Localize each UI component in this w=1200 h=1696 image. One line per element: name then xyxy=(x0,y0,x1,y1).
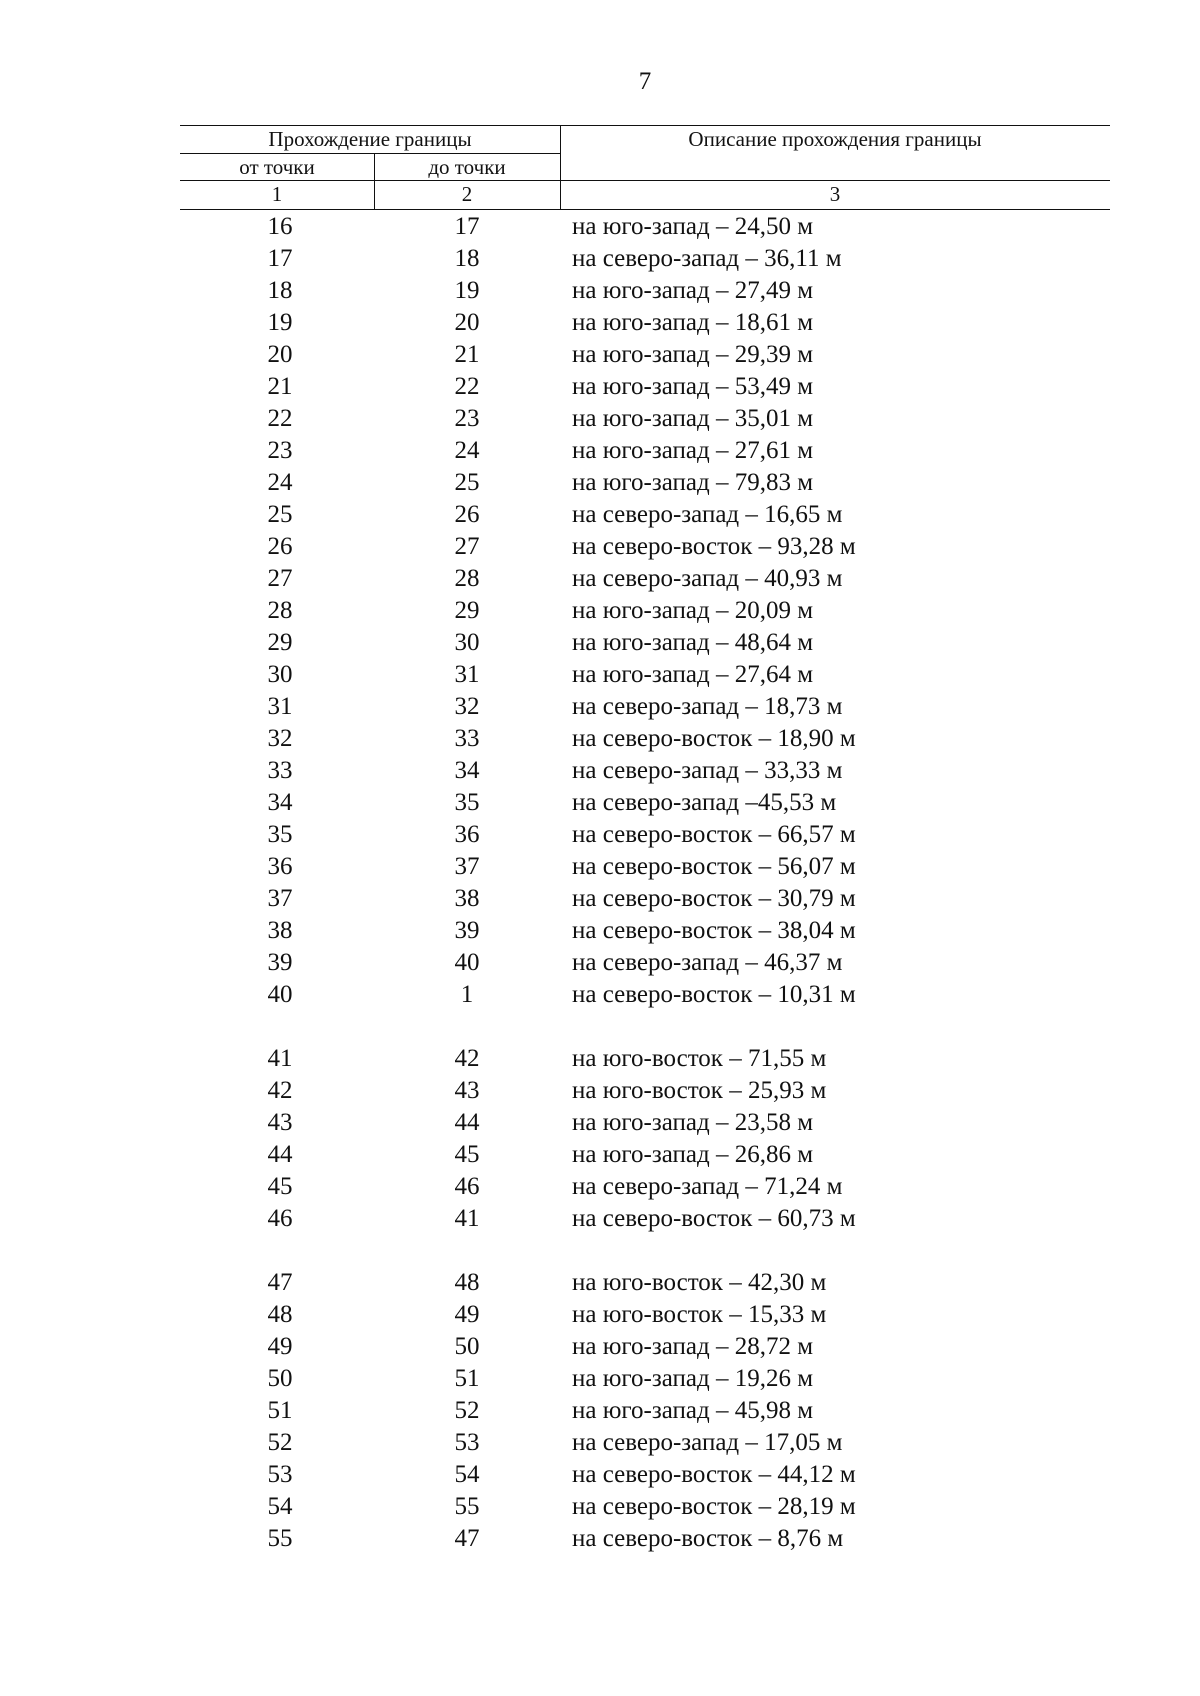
table-row xyxy=(180,563,1110,595)
boundary-description: на юго-запад – 26,86 м xyxy=(572,1141,814,1168)
to-point: 18 xyxy=(454,245,480,272)
to-point: 22 xyxy=(454,373,480,400)
boundary-description: на северо-запад – 33,33 м xyxy=(572,757,843,784)
boundary-description: на юго-запад – 24,50 м xyxy=(572,213,814,240)
boundary-description: на юго-запад – 18,61 м xyxy=(572,309,814,336)
table-row xyxy=(180,1491,1110,1523)
to-point: 35 xyxy=(454,789,480,816)
table-row xyxy=(180,1363,1110,1395)
from-point: 50 xyxy=(267,1365,293,1392)
header-col-number-1: 1 xyxy=(271,182,283,206)
boundary-description: на юго-восток – 42,30 м xyxy=(572,1269,827,1296)
to-point: 44 xyxy=(454,1109,480,1136)
boundary-description: на северо-запад – 17,05 м xyxy=(572,1429,843,1456)
table-row xyxy=(180,435,1110,467)
header-from-label: от точки xyxy=(239,155,315,179)
from-point: 18 xyxy=(267,277,293,304)
table-row xyxy=(180,1203,1110,1235)
table-row xyxy=(180,915,1110,947)
boundary-description: на юго-запад – 35,01 м xyxy=(572,405,814,432)
from-point: 32 xyxy=(267,725,293,752)
to-point: 48 xyxy=(454,1269,480,1296)
from-point: 40 xyxy=(267,981,293,1008)
table-row xyxy=(180,627,1110,659)
boundary-description: на юго-запад – 19,26 м xyxy=(572,1365,814,1392)
header-col-number-2: 2 xyxy=(461,182,473,206)
table-row xyxy=(180,851,1110,883)
table-row xyxy=(180,307,1110,339)
table-header xyxy=(180,125,1110,213)
boundary-description: на северо-восток – 38,04 м xyxy=(572,917,856,944)
boundary-description: на юго-восток – 71,55 м xyxy=(572,1045,827,1072)
table-row xyxy=(180,1395,1110,1427)
boundary-description: на северо-восток – 8,76 м xyxy=(572,1525,844,1552)
from-point: 46 xyxy=(267,1205,293,1232)
table-row xyxy=(180,1171,1110,1203)
boundary-description: на северо-восток – 10,31 м xyxy=(572,981,856,1008)
table-row xyxy=(180,1427,1110,1459)
to-point: 34 xyxy=(454,757,480,784)
from-point: 42 xyxy=(267,1077,293,1104)
to-point: 43 xyxy=(454,1077,480,1104)
to-point: 29 xyxy=(454,597,480,624)
from-point: 38 xyxy=(267,917,293,944)
boundary-description: на юго-запад – 27,49 м xyxy=(572,277,814,304)
table-row xyxy=(180,467,1110,499)
table-row xyxy=(180,883,1110,915)
boundary-description: на северо-запад – 16,65 м xyxy=(572,501,843,528)
from-point: 47 xyxy=(267,1269,293,1296)
from-point: 41 xyxy=(267,1045,293,1072)
to-point: 47 xyxy=(454,1525,480,1552)
from-point: 36 xyxy=(267,853,293,880)
from-point: 21 xyxy=(267,373,293,400)
table-row xyxy=(180,947,1110,979)
table-row xyxy=(180,275,1110,307)
table-row xyxy=(180,1523,1110,1555)
table-row xyxy=(180,595,1110,627)
from-point: 45 xyxy=(267,1173,293,1200)
boundary-description: на северо-восток – 28,19 м xyxy=(572,1493,856,1520)
from-point: 33 xyxy=(267,757,293,784)
to-point: 23 xyxy=(454,405,480,432)
from-point: 43 xyxy=(267,1109,293,1136)
from-point: 17 xyxy=(267,245,293,272)
boundary-description: на северо-восток – 93,28 м xyxy=(572,533,856,560)
boundary-description: на юго-запад – 20,09 м xyxy=(572,597,814,624)
to-point: 31 xyxy=(454,661,480,688)
boundary-description: на северо-запад – 71,24 м xyxy=(572,1173,843,1200)
boundary-description: на юго-запад – 28,72 м xyxy=(572,1333,814,1360)
to-point: 26 xyxy=(454,501,480,528)
from-point: 20 xyxy=(267,341,293,368)
to-point: 20 xyxy=(454,309,480,336)
table-row xyxy=(180,979,1110,1011)
table-row xyxy=(180,1107,1110,1139)
boundary-description: на северо-восток – 66,57 м xyxy=(572,821,856,848)
from-point: 37 xyxy=(267,885,293,912)
to-point: 24 xyxy=(454,437,480,464)
to-point: 37 xyxy=(454,853,480,880)
header-description-label: Описание прохождения границы xyxy=(688,127,982,151)
boundary-description: на северо-запад – 40,93 м xyxy=(572,565,843,592)
from-point: 53 xyxy=(267,1461,293,1488)
boundary-description: на северо-восток – 30,79 м xyxy=(572,885,856,912)
from-point: 35 xyxy=(267,821,293,848)
to-point: 36 xyxy=(454,821,480,848)
to-point: 46 xyxy=(454,1173,480,1200)
from-point: 23 xyxy=(267,437,293,464)
to-point: 17 xyxy=(454,213,480,240)
to-point: 50 xyxy=(454,1333,480,1360)
table-row xyxy=(180,1267,1110,1299)
to-point: 42 xyxy=(454,1045,480,1072)
boundary-description: на северо-восток – 44,12 м xyxy=(572,1461,856,1488)
from-point: 16 xyxy=(267,213,293,240)
to-point: 30 xyxy=(454,629,480,656)
to-point: 32 xyxy=(454,693,480,720)
to-point: 53 xyxy=(454,1429,480,1456)
boundary-description: на юго-запад – 53,49 м xyxy=(572,373,814,400)
to-point: 27 xyxy=(454,533,480,560)
from-point: 22 xyxy=(267,405,293,432)
to-point: 41 xyxy=(454,1205,480,1232)
to-point: 52 xyxy=(454,1397,480,1424)
boundary-description: на юго-запад – 29,39 м xyxy=(572,341,814,368)
table-row xyxy=(180,1075,1110,1107)
boundary-description: на северо-запад –45,53 м xyxy=(572,789,837,816)
boundary-description: на юго-восток – 15,33 м xyxy=(572,1301,827,1328)
page-number: 7 xyxy=(638,68,652,95)
to-point: 21 xyxy=(454,341,480,368)
boundary-description: на северо-запад – 46,37 м xyxy=(572,949,843,976)
table-row xyxy=(180,1043,1110,1075)
boundary-description: на северо-восток – 60,73 м xyxy=(572,1205,856,1232)
boundary-description: на юго-запад – 23,58 м xyxy=(572,1109,814,1136)
boundary-description: на юго-запад – 45,98 м xyxy=(572,1397,814,1424)
table-row xyxy=(180,339,1110,371)
from-point: 44 xyxy=(267,1141,293,1168)
from-point: 51 xyxy=(267,1397,293,1424)
to-point: 40 xyxy=(454,949,480,976)
table-row xyxy=(180,211,1110,243)
to-point: 25 xyxy=(454,469,480,496)
from-point: 29 xyxy=(267,629,293,656)
from-point: 48 xyxy=(267,1301,293,1328)
from-point: 27 xyxy=(267,565,293,592)
to-point: 55 xyxy=(454,1493,480,1520)
boundary-description: на северо-восток – 56,07 м xyxy=(572,853,856,880)
from-point: 49 xyxy=(267,1333,293,1360)
to-point: 39 xyxy=(454,917,480,944)
table-row xyxy=(180,787,1110,819)
from-point: 55 xyxy=(267,1525,293,1552)
boundary-description: на юго-запад – 48,64 м xyxy=(572,629,814,656)
from-point: 26 xyxy=(267,533,293,560)
table-row xyxy=(180,1459,1110,1491)
table-body xyxy=(180,211,1110,1555)
header-to-label: до точки xyxy=(428,155,506,179)
from-point: 52 xyxy=(267,1429,293,1456)
boundary-description: на юго-запад – 27,61 м xyxy=(572,437,814,464)
from-point: 19 xyxy=(267,309,293,336)
table-row xyxy=(180,723,1110,755)
from-point: 25 xyxy=(267,501,293,528)
boundary-description: на юго-запад – 79,83 м xyxy=(572,469,814,496)
to-point: 49 xyxy=(454,1301,480,1328)
to-point: 51 xyxy=(454,1365,480,1392)
from-point: 28 xyxy=(267,597,293,624)
from-point: 31 xyxy=(267,693,293,720)
table-row xyxy=(180,531,1110,563)
to-point: 19 xyxy=(454,277,480,304)
to-point: 54 xyxy=(454,1461,480,1488)
from-point: 30 xyxy=(267,661,293,688)
table-row xyxy=(180,371,1110,403)
boundary-description: на северо-запад – 18,73 м xyxy=(572,693,843,720)
table-row xyxy=(180,403,1110,435)
boundary-description: на юго-запад – 27,64 м xyxy=(572,661,814,688)
table-row xyxy=(180,1331,1110,1363)
to-point: 28 xyxy=(454,565,480,592)
to-point: 33 xyxy=(454,725,480,752)
table-row xyxy=(180,659,1110,691)
boundary-description: на северо-восток – 18,90 м xyxy=(572,725,856,752)
to-point: 45 xyxy=(454,1141,480,1168)
to-point: 38 xyxy=(454,885,480,912)
table-row xyxy=(180,1299,1110,1331)
from-point: 54 xyxy=(267,1493,293,1520)
header-col-number-3: 3 xyxy=(829,182,841,206)
from-point: 39 xyxy=(267,949,293,976)
boundary-description: на северо-запад – 36,11 м xyxy=(572,245,842,272)
from-point: 24 xyxy=(267,469,293,496)
table-row xyxy=(180,1139,1110,1171)
header-group-label: Прохождение границы xyxy=(268,127,472,151)
from-point: 34 xyxy=(267,789,293,816)
boundary-description: на юго-восток – 25,93 м xyxy=(572,1077,827,1104)
table-row xyxy=(180,691,1110,723)
table-row xyxy=(180,243,1110,275)
table-row xyxy=(180,755,1110,787)
to-point: 1 xyxy=(460,981,474,1008)
table-row xyxy=(180,499,1110,531)
table-row xyxy=(180,819,1110,851)
